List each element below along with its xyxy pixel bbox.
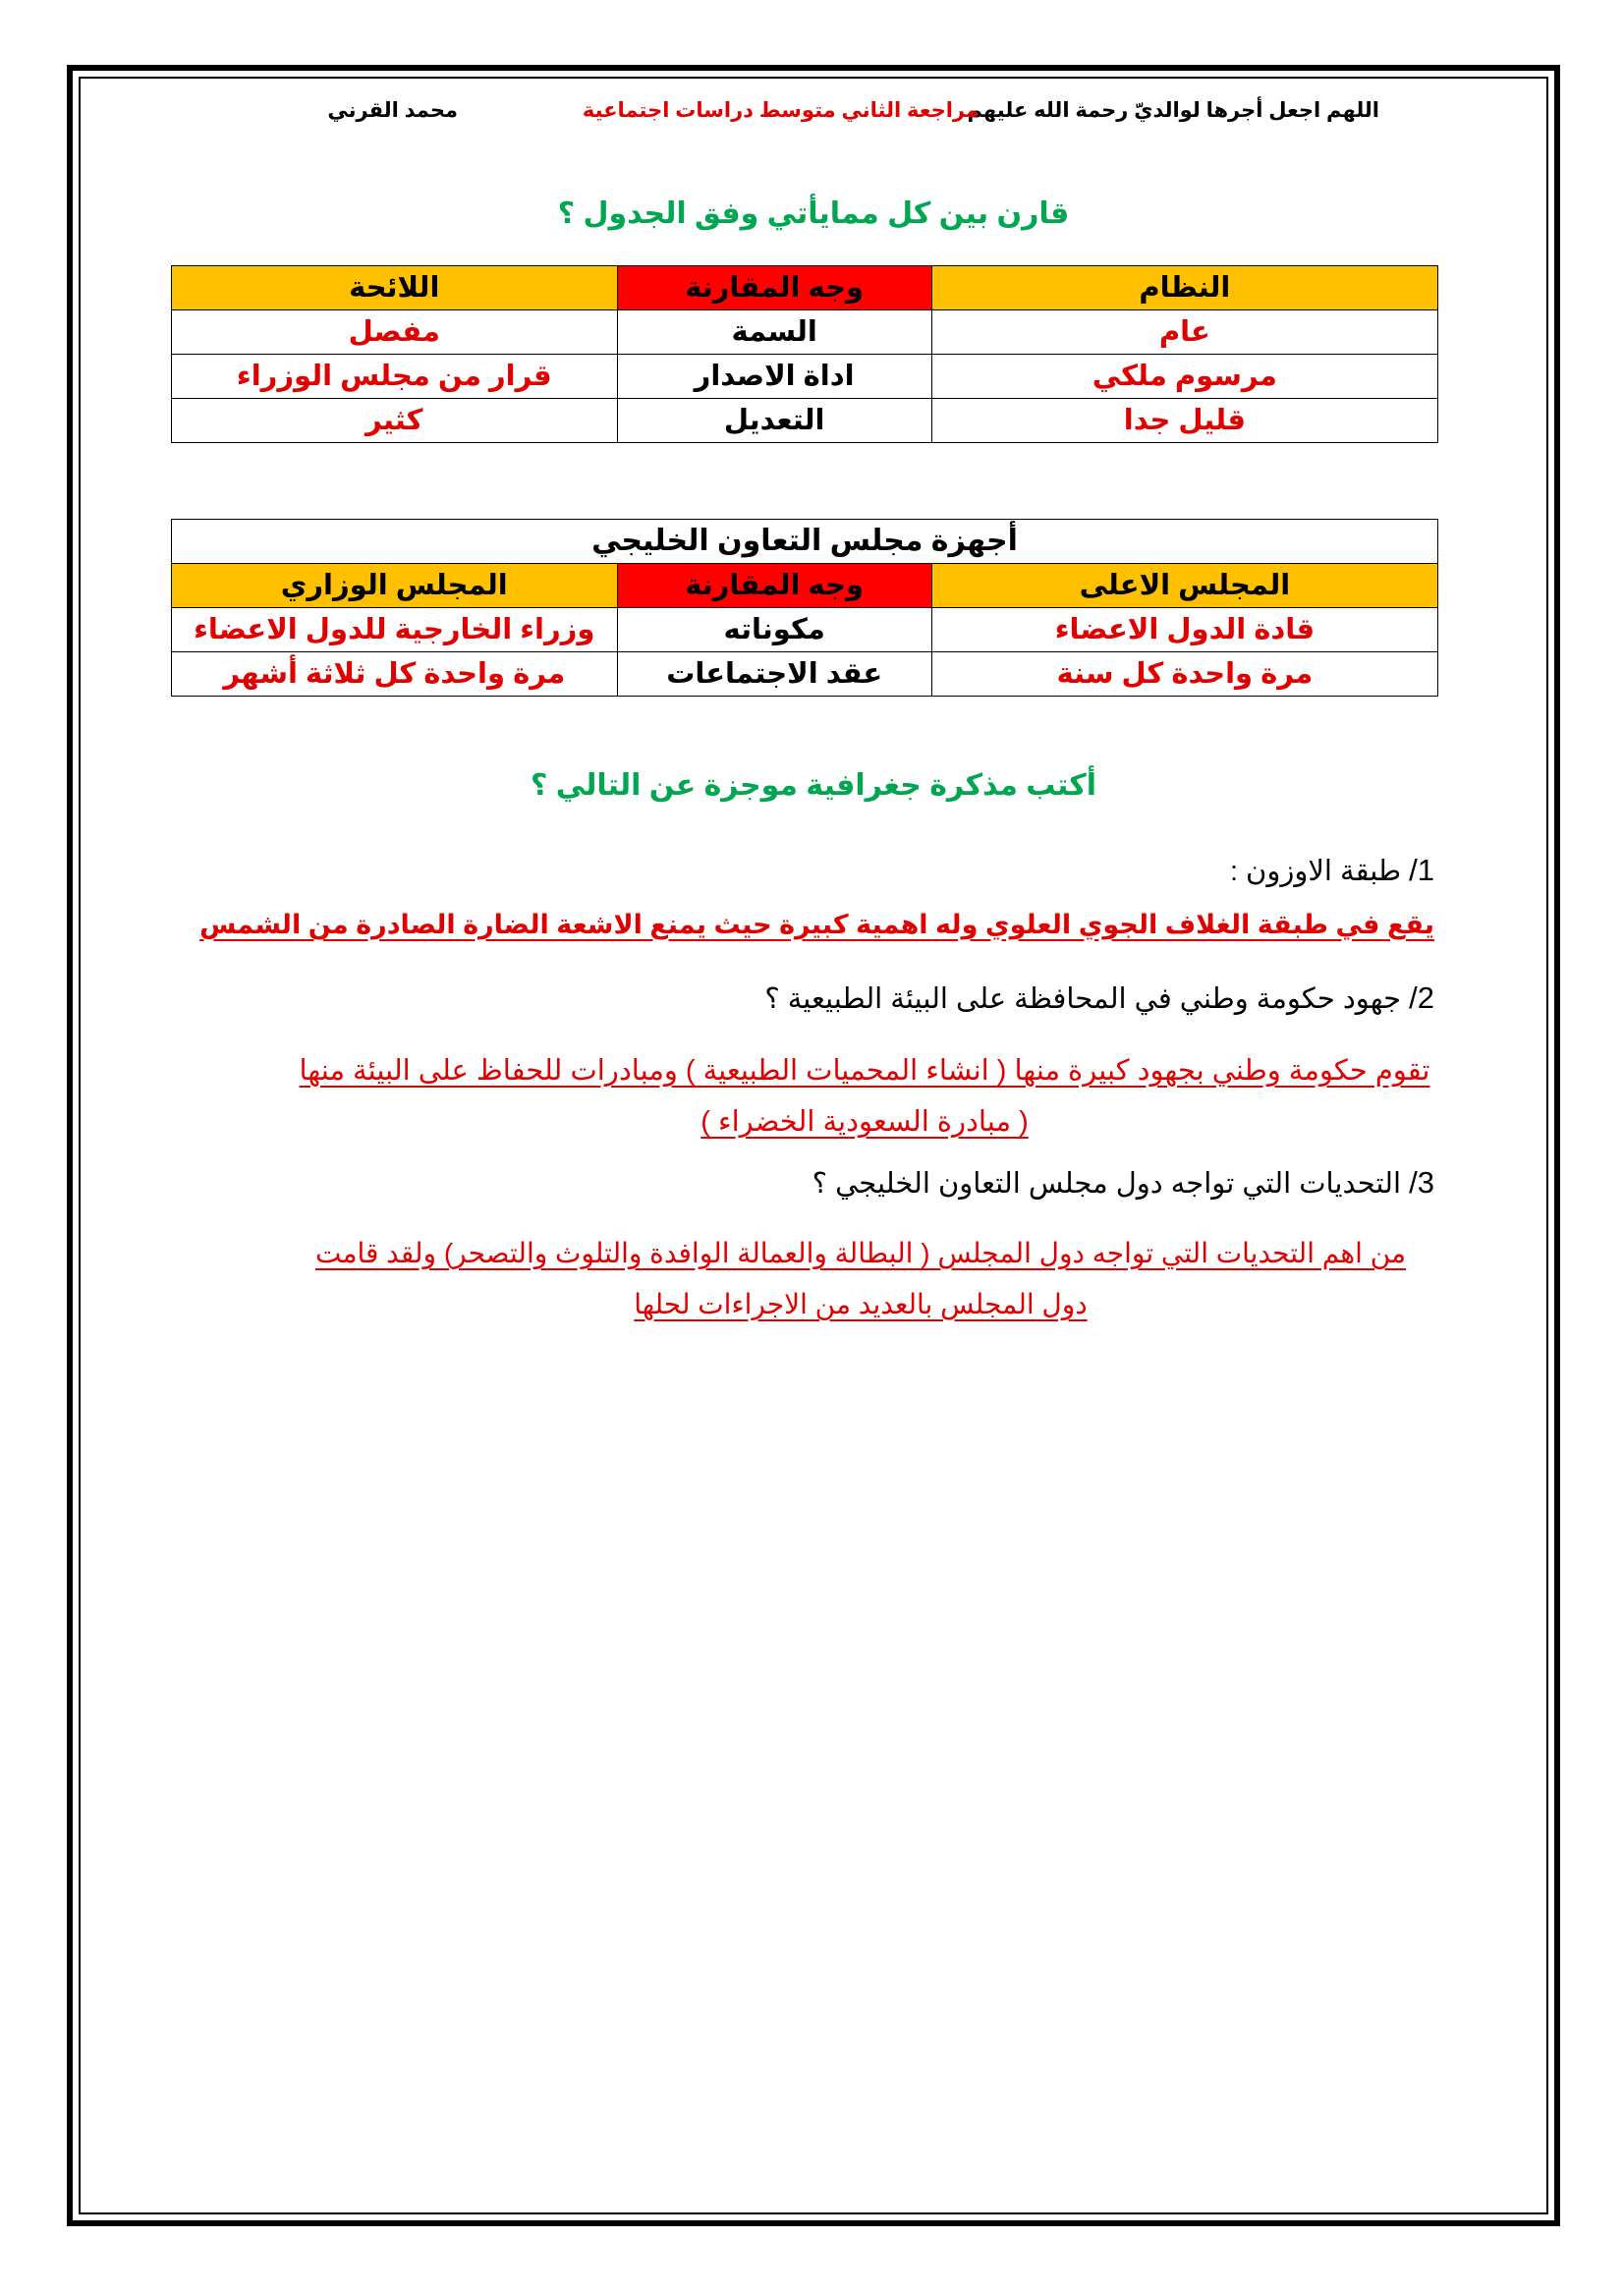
question-text: جهود حكومة وطني في المحافظة على البيئة الطبيعية ؟ [764, 983, 1410, 1015]
header-cell-comparison: وجه المقارنة [617, 266, 931, 310]
memo-question-title: أكتب مذكرة جغرافية موجزة عن التالي ؟ [531, 769, 1096, 802]
table-header-row [172, 266, 1438, 310]
table-cell: قرار من مجلس الوزراء [172, 355, 618, 399]
question-number: 2/ [1409, 980, 1434, 1015]
table-cell: مرة واحدة كل سنة [931, 652, 1437, 697]
question-number: 1/ [1409, 853, 1434, 887]
header-cell-system: النظام [931, 266, 1437, 310]
header-cell-bylaw: اللائحة [172, 266, 618, 310]
table-cell: مفصل [172, 310, 618, 355]
question-2 [764, 980, 1434, 1016]
worksheet [79, 77, 1548, 2214]
question-text: طبقة الاوزون : [1229, 856, 1410, 887]
header-title: مراجعة الثاني متوسط دراسات اجتماعية [582, 99, 979, 122]
table-cell: عقد الاجتماعات [617, 652, 931, 697]
table-header-row [172, 564, 1438, 608]
table-row [172, 310, 1438, 355]
header-prayer: اللهم اجعل أجرها لوالديّ رحمة الله عليهم [967, 99, 1379, 122]
header-cell-comparison: وجه المقارنة [617, 564, 931, 608]
table-cell: مكوناته [617, 608, 931, 652]
header-cell-ministerial-council: المجلس الوزاري [172, 564, 618, 608]
table-caption-row [172, 520, 1438, 564]
table-cell: قليل جدا [931, 399, 1437, 443]
header-author: محمد القرني [327, 99, 458, 122]
compare-question-title: قارن بين كل ممايأتي وفق الجدول ؟ [557, 197, 1070, 230]
table-cell: اداة الاصدار [617, 355, 931, 399]
question-text: التحديات التي تواجه دول مجلس التعاون الخليجي ؟ [812, 1168, 1410, 1200]
question-3 [812, 1165, 1434, 1201]
table-cell: كثير [172, 399, 618, 443]
table-cell: مرة واحدة كل ثلاثة أشهر [172, 652, 618, 697]
question-number: 3/ [1409, 1165, 1434, 1200]
question-1 [1230, 853, 1434, 888]
table-cell: السمة [617, 310, 931, 355]
answer-3: من اهم التحديات التي تواجه دول المجلس ( البطالة والعمالة الوافدة والتلوث والتصحر) ولقد قامت دول المجلس بالعديد من الاجراءات لحلها [314, 1238, 1407, 1319]
header-cell-supreme-council: المجلس الاعلى [931, 564, 1437, 608]
table-row [172, 355, 1438, 399]
table-cell: مرسوم ملكي [931, 355, 1437, 399]
table-caption: أجهزة مجلس التعاون الخليجي [172, 520, 1438, 564]
table-row [172, 608, 1438, 652]
table-cell: التعديل [617, 399, 931, 443]
table-cell: قادة الدول الاعضاء [931, 608, 1437, 652]
answer-2: تقوم حكومة وطني بجهود كبيرة منها ( انشاء المحميات الطبيعية ) ومبادرات للحفاظ على البيئة منها ( مبادرة السعودية الخضراء ) [299, 1055, 1430, 1138]
answer-1: يقع في طبقة الغلاف الجوي العلوي وله اهمية كبيرة حيث يمنع الاشعة الضارة الصادرة من الشمس [199, 910, 1434, 939]
page-header [79, 98, 1548, 138]
table-row [172, 652, 1438, 697]
comparison-table-gcc-bodies [171, 519, 1438, 697]
comparison-table-regulations [171, 265, 1438, 443]
table-row [172, 399, 1438, 443]
table-cell: وزراء الخارجية للدول الاعضاء [172, 608, 618, 652]
table-cell: عام [931, 310, 1437, 355]
